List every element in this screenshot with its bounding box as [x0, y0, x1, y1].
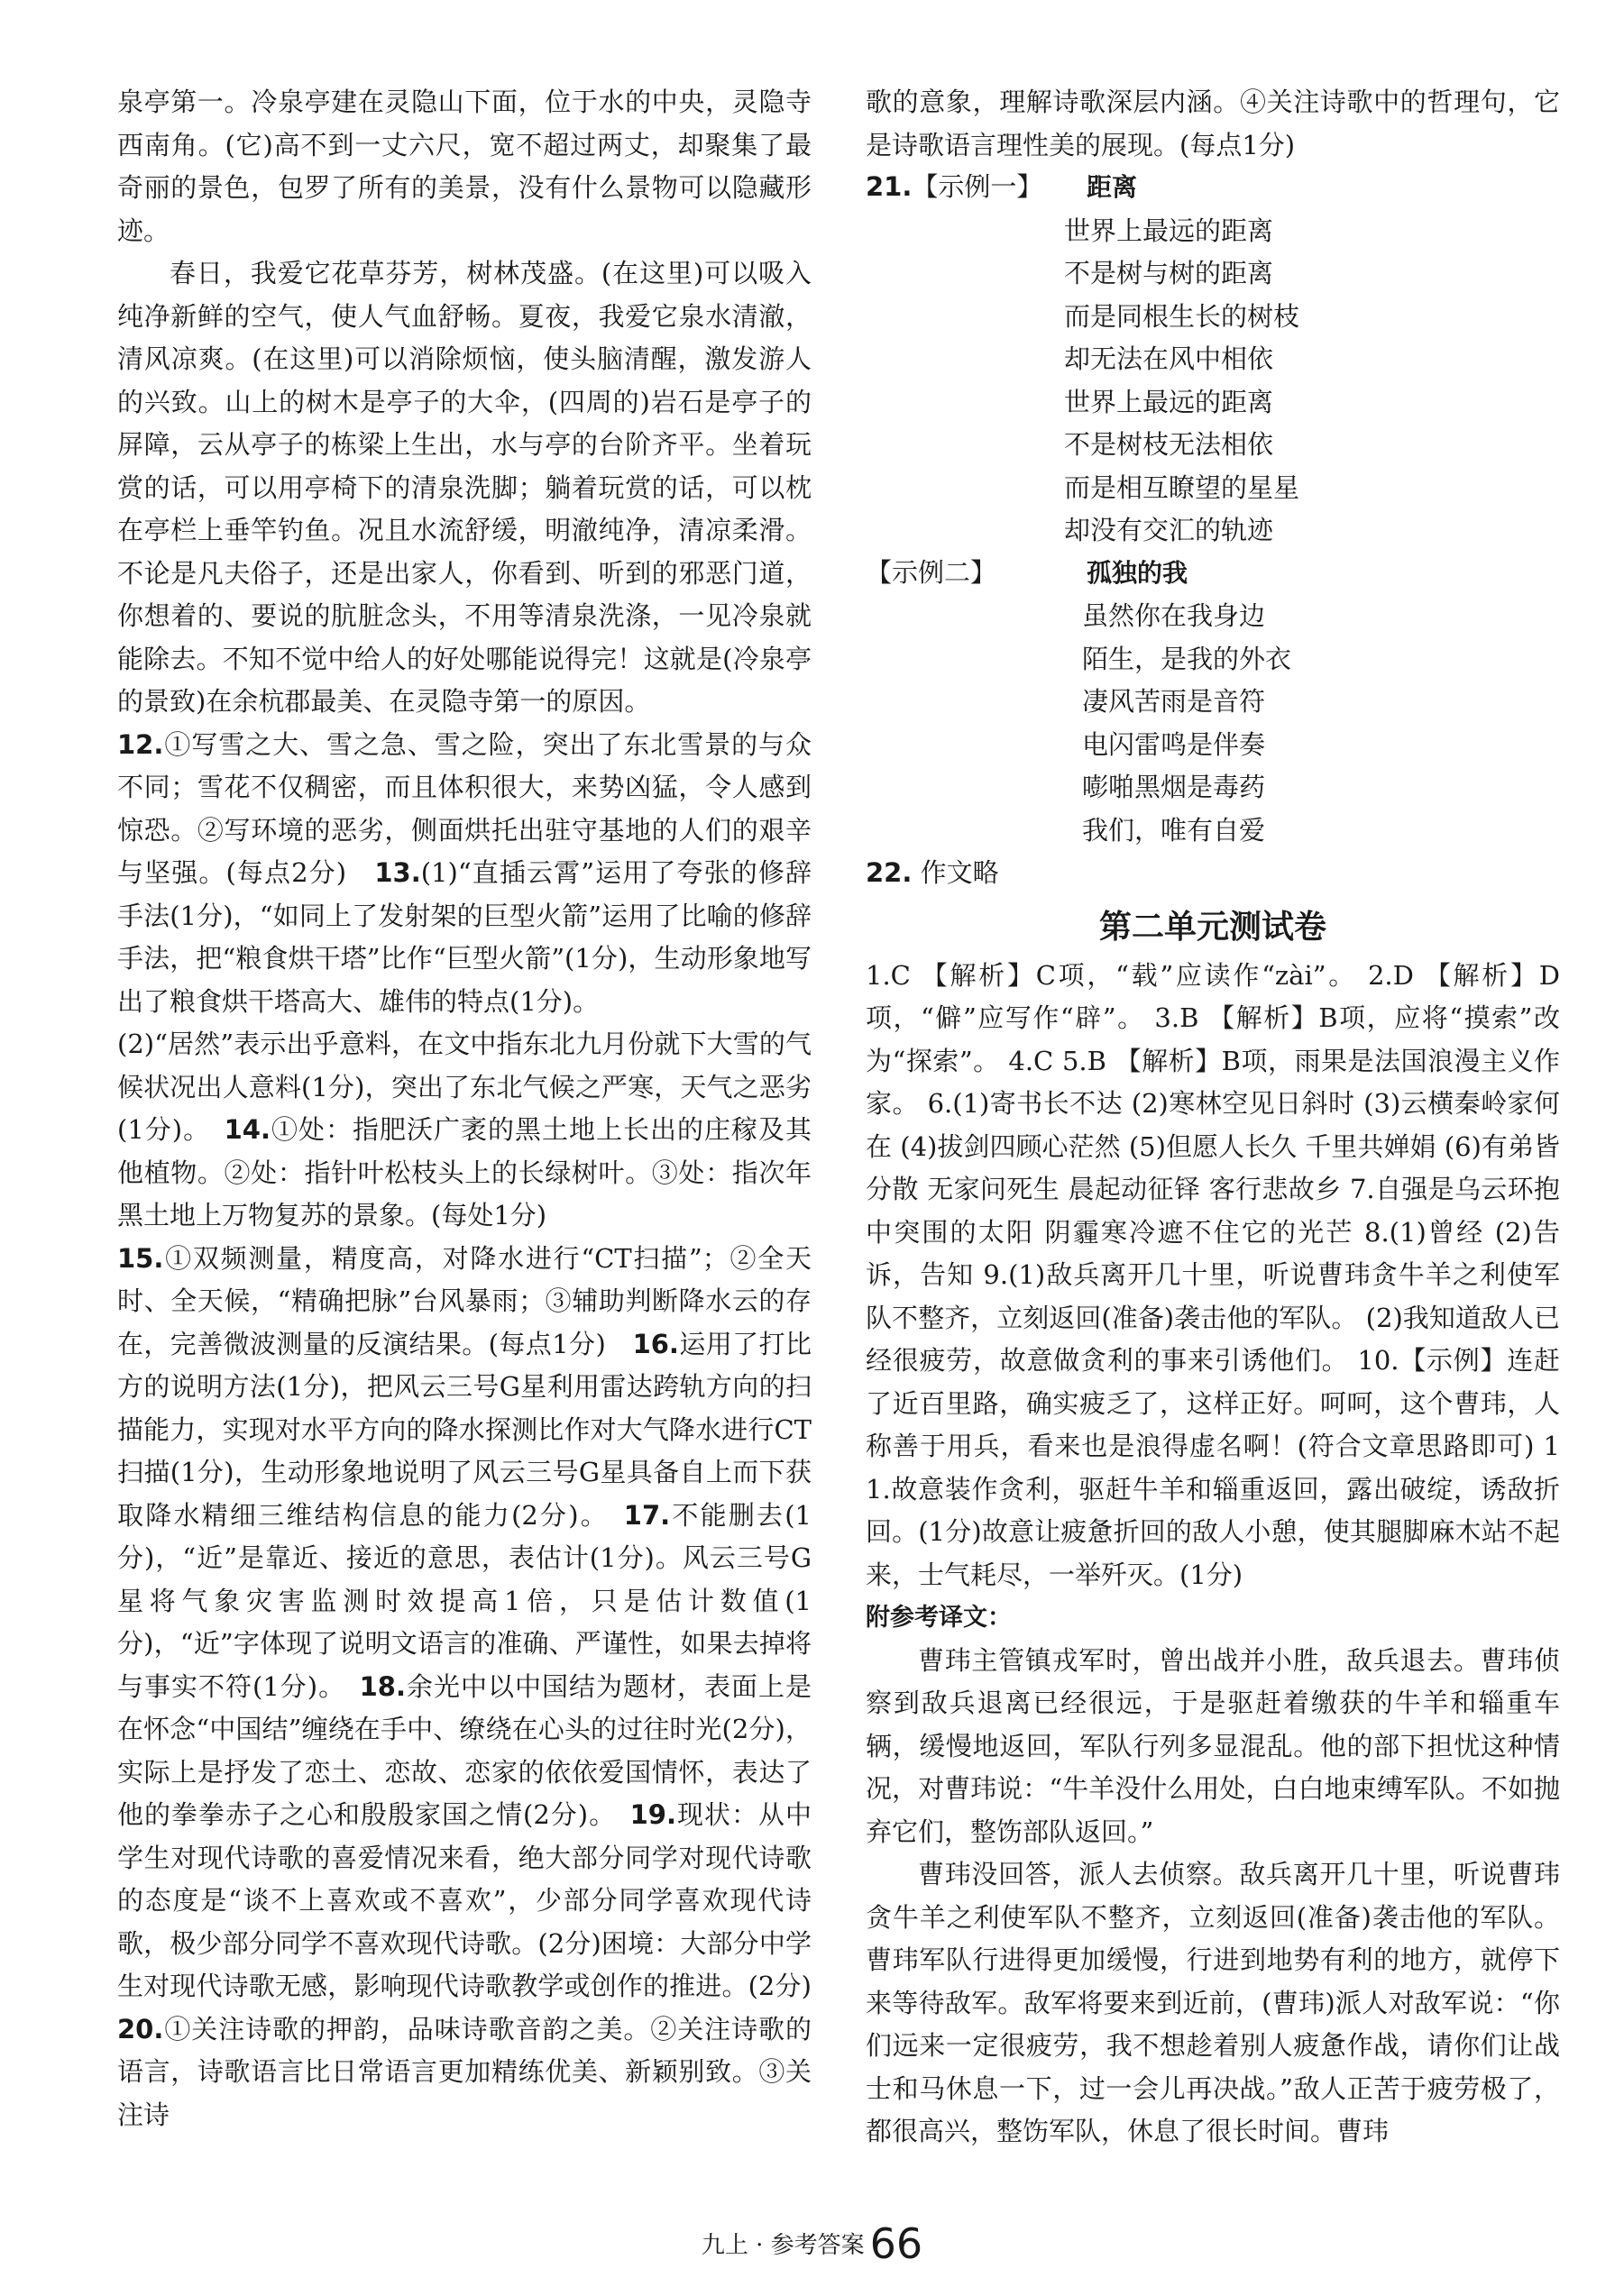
page-footer	[0, 2219, 1624, 2268]
poem-title: 孤独的我	[1087, 557, 1188, 588]
answer-text: 余光中以中国结为题材，表面上是在怀念“中国结”缠绕在手中、缭绕在心头的过往时光(2分)，实际上是抒发了恋土、恋故、恋家的依依爱国情怀，表达了他的拳拳赤子之心和殷殷家国之情(2分)。	[117, 1670, 812, 1830]
footer-label: 九上 · 参考答案	[701, 2232, 865, 2259]
poem-example-2	[866, 553, 1560, 853]
example-label: 【示例一】	[912, 171, 1043, 202]
question-number: 22.	[866, 857, 913, 888]
answer-text: 不能删去(1分)，“近”是靠近、接近的意思，表估计(1分)。风云三号G星将气象灾害监测时效提高1倍，只是估计数值(1分)，“近”字体现了说明文语言的准确、严谨性，如果去掉将与事实不符(1分)。	[117, 1499, 812, 1702]
unit-answers: 1.C 【解析】C项，“载”应读作“zài”。 2.D 【解析】D项，“僻”应写作“辟”。 3.B 【解析】B项，应将“摸索”改为“探索”。 4.C 5.B 【解析】B项，雨果是法国浪漫主义作家。 6.(1)寄书长不达 (2)寒林空见日斜时 (3)云横秦岭家何在 (4)拔剑四顾心茫然 (5)但愿人长久 千里共婵娟 (6)有弟皆分散 无家问死生 晨起动征铎 客行悲故乡 7.自强是乌云环抱中突围的太阳 阴霾寒冷遮不住它的光芒 8.(1)曾经 (2)告诉，告知 9.(1)敌兵离开几十里，听说曹玮贪牛羊之利使军队不整齐，立刻返回(准备)袭击他的军队。 (2)我知道敌人已经很疲劳，故意做贪利的事来引诱他们。 10.【示例】连赶了近百里路，确实疲乏了，这样正好。呵呵，这个曹玮，人称善于用兵，看来也是浪得虚名啊！(符合文章思路即可) 11.故意装作贪利，驱赶牛羊和辎重返回，露出破绽，诱敌折回。(1分)故意让疲惫折回的敌人小憩，使其腿脚麻木站不起来，士气耗尽，一举歼灭。(1分)	[866, 959, 1560, 1590]
answer-text: (1)“直插云霄”运用了夸张的修辞手法(1分)，“如同上了发射架的巨型火箭”运用了比喻的修辞手法，把“粮食烘干塔”比作“巨型火箭”(1分)，生动形象地写出了粮食烘干塔高大、雄伟的特点(1分)。	[117, 857, 812, 1017]
question-number: 20.	[117, 2013, 164, 2044]
left-column	[117, 81, 812, 2136]
poem-line: 电闪雷鸣是伴奏	[1082, 728, 1266, 760]
answer-12-13	[117, 724, 812, 1024]
question-number: 12.	[117, 728, 164, 760]
translation-paragraph-1: 泉亭第一。冷泉亭建在灵隐山下面，位于水的中央，灵隐寺西南角。(它)高不到一丈六尺，宽不超过两丈，却聚集了最奇丽的景色，包罗了所有的美景，没有什么景物可以隐藏形迹。	[117, 87, 812, 246]
answer-text: 运用了打比方的说明方法(1分)，把风云三号G星利用雷达跨轨方向的扫描能力，实现对水平方向的降水探测比作对大气降水进行CT扫描(1分)，生动形象地说明了风云三号G星具备自上而下获取降水精细三维结构信息的能力(2分)。	[117, 1328, 812, 1531]
question-number: 14.	[224, 1114, 271, 1145]
example-label: 【示例二】	[866, 556, 997, 588]
question-number: 15.	[117, 1242, 164, 1274]
poem-line: 我们，唯有自爱	[1082, 814, 1266, 846]
page-number: 66	[869, 2219, 923, 2268]
answer-text: ①处：指肥沃广袤的黑土地上长出的庄稼及其他植物。②处：指针叶松枝头上的长绿树叶。③处：指次年黑土地上万物复苏的景象。(每处1分)	[117, 1114, 812, 1230]
answer-20-continued: 歌的意象，理解诗歌深层内涵。④关注诗歌中的哲理句，它是诗歌语言理性美的展现。(每点1分)	[866, 87, 1560, 160]
poem-line: 虽然你在我身边	[1082, 600, 1266, 631]
poem-line: 却无法在风中相依	[1064, 343, 1274, 374]
poem-line: 嘭啪黑烟是毒药	[1082, 772, 1266, 802]
translation-paragraph-2: 春日，我爱它花草芬芳，树林茂盛。(在这里)可以吸入纯净新鲜的空气，使人气血舒畅。夏夜，我爱它泉水清澈，清风凉爽。(在这里)可以消除烦恼，使头脑清醒，激发游人的兴致。山上的树木是亭子的大伞，(四周的)岩石是亭子的屏障，云从亭子的栋梁上生出，水与亭的台阶齐平。坐着玩赏的话，可以用亭椅下的清泉洗脚；躺着玩赏的话，可以枕在亭栏上垂竿钓鱼。况且水流舒缓，明澈纯净，清凉柔滑。不论是凡夫俗子，还是出家人，你看到、听到的邪恶门道，你想着的、要说的肮脏念头，不用等清泉洗涤，一见冷泉就能除去。不知不觉中给人的好处哪能说得完！这就是(冷泉亭的景致)在余杭郡最美、在灵隐寺第一的原因。	[117, 258, 812, 717]
poem-line: 不是树与树的距离	[1064, 258, 1274, 288]
question-number: 16.	[632, 1328, 679, 1359]
poem-line: 世界上最远的距离	[1064, 386, 1274, 417]
unit-test-title: 第二单元测试卷	[1098, 908, 1326, 946]
translation-paragraph-3: 曹玮主管镇戎军时，曾出战并小胜，敌兵退去。曹玮侦察到敌兵退离已经很远，于是驱赶着缴获的牛羊和辎重车辆，缓慢地返回，军队行列多显混乱。他的部下担忧这种情况，对曹玮说：“牛羊没什么用处，白白地束缚军队。不如抛弃它们，整饬部队返回。”	[866, 1644, 1560, 1847]
answer-22	[866, 852, 1560, 895]
answer-text: ①关注诗歌的押韵，品味诗歌音韵之美。②关注诗歌的语言，诗歌语言比日常语言更加精练优美、新颖别致。③关注诗	[117, 2013, 812, 2130]
poem-header	[866, 553, 1560, 596]
poem-line: 而是同根生长的树枝	[1064, 300, 1300, 332]
poem-lines	[1082, 595, 1560, 852]
poem-example-1	[866, 167, 1560, 553]
poem-line: 不是树枝无法相依	[1064, 429, 1274, 460]
answer-13-14	[117, 1023, 812, 1238]
answer-text: ①双频测量，精度高，对降水进行“CT扫描”；②全天时、全天候，“精确把脉”台风暴雨；③辅助判断降水云的存在，完善微波测量的反演结果。(每点1分)	[117, 1242, 812, 1359]
question-number: 21.	[866, 171, 913, 202]
poem-lines	[1064, 210, 1560, 553]
answer-text: ①写雪之大、雪之急、雪之险，突出了东北雪景的与众不同；雪花不仅稠密，而且体积很大，来势凶猛，令人感到惊恐。②写环境的恶劣，侧面烘托出驻守基地的人们的艰辛与坚强。(每点2分)	[117, 728, 812, 888]
question-number: 17.	[623, 1499, 671, 1531]
question-number: 18.	[359, 1670, 406, 1702]
answer-15-20	[117, 1238, 812, 2137]
right-column	[866, 81, 1560, 2154]
poem-header	[866, 167, 1560, 210]
poem-title: 距离	[1087, 172, 1138, 202]
answer-text: (2)“居然”表示出乎意料，在文中指东北九月份就下大雪的气候状况出人意料(1分)，突出了东北气候之严寒，天气之恶劣(1分)。	[117, 1029, 812, 1145]
answer-text: 作文略	[920, 857, 999, 888]
translation-paragraph-4: 曹玮没回答，派人去侦察。敌兵离开几十里，听说曹玮贪牛羊之利使军队不整齐，立刻返回(准备)袭击他的军队。曹玮军队行进得更加缓慢，行进到地势有利的地方，就停下来等待敌军。敌军将要来到近前，(曹玮)派人对敌军说：“你们远来一定很疲劳，我不想趁着别人疲惫作战，请你们让战士和马休息一下，过一会儿再决战。”敌人正苦于疲劳极了，都很高兴，整饬军队，休息了很长时间。曹玮	[866, 1859, 1560, 2146]
poem-line: 却没有交汇的轨迹	[1064, 515, 1274, 545]
question-number: 13.	[374, 857, 421, 888]
poem-line: 世界上最远的距离	[1064, 215, 1274, 246]
answer-text: 现状：从中学生对现代诗歌的喜爱情况来看，绝大部分同学对现代诗歌的态度是“谈不上喜欢或不喜欢”，少部分同学喜欢现代诗歌，极少部分同学不喜欢现代诗歌。(2分)困境：大部分中学生对现代诗歌无感，影响现代诗歌教学或创作的推进。(2分)	[117, 1799, 812, 2001]
example-tag	[866, 167, 1087, 204]
poem-line: 而是相互瞭望的星星	[1064, 471, 1300, 503]
poem-line: 凄风苦雨是音符	[1082, 686, 1266, 717]
question-number: 19.	[629, 1799, 676, 1830]
reference-translation-heading: 附参考译文：	[866, 1604, 1012, 1632]
poem-line: 陌生，是我的外衣	[1082, 643, 1292, 674]
